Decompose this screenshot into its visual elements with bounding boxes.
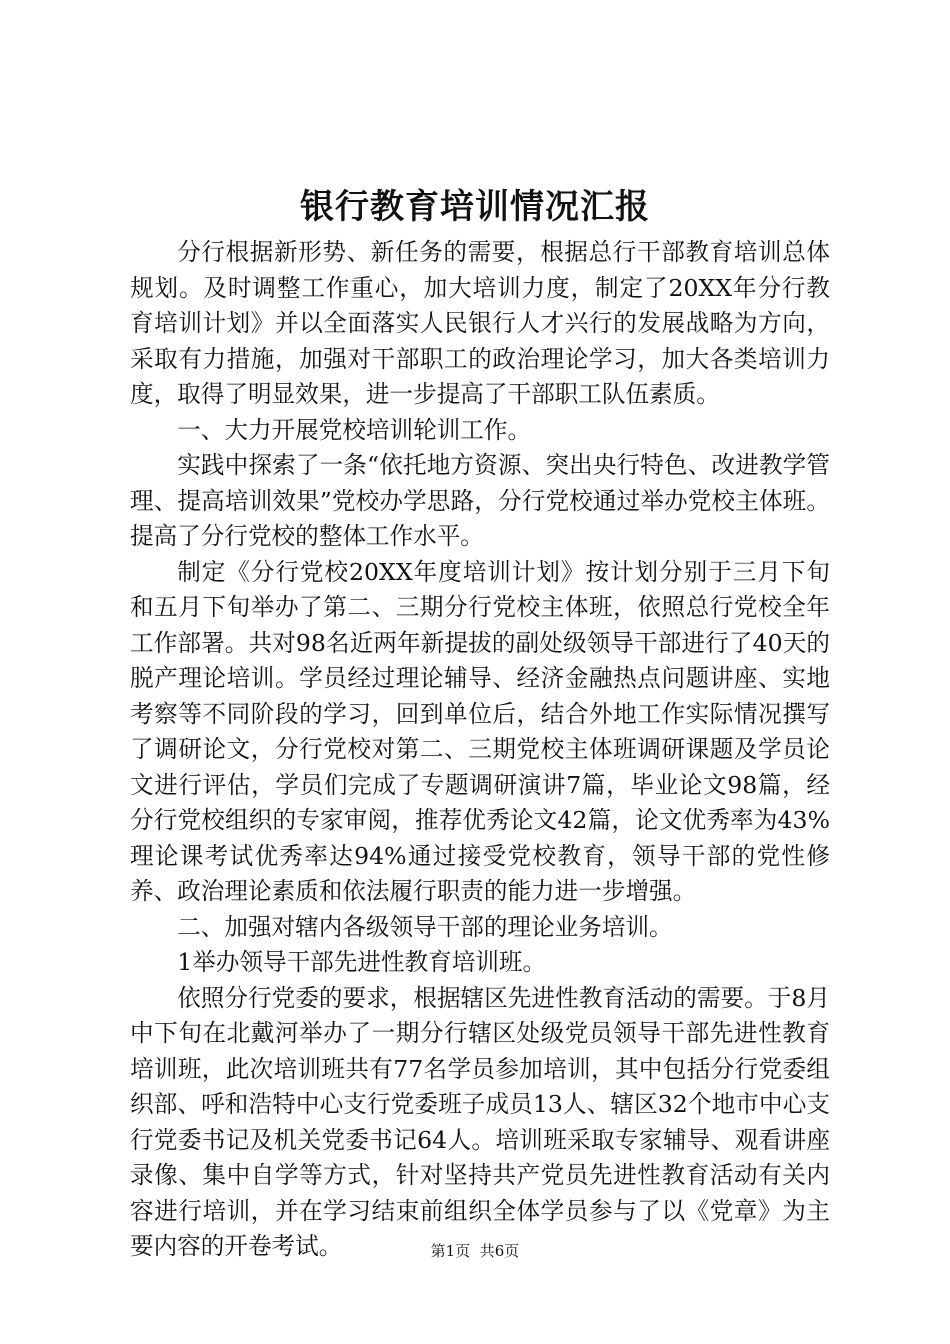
subsection-heading-1: 1举办领导干部先进性教育培训班。 [177, 948, 547, 976]
page-footer [0, 1240, 950, 1262]
section-heading-1: 一、大力开展党校培训轮训工作。 [177, 415, 532, 444]
document-title: 银行教育培训情况汇报 [300, 187, 650, 227]
paragraph: 依照分行党委的要求，根据辖区先进性教育活动的需要。于8月中下旬在北戴河举办了一期分行辖区处级党员领导干部先进性教育培训班，此次培训班共有77名学员参加培训，其中包括分行党委组织部、呼和浩特中心支行党委班子成员13人、辖区32个地市中心支行党委书记及机关党委书记64人。培训班采取专家辅导、观看讲座录像、集中自学等方式，针对坚持共产党员先进性教育活动有关内容进行培训，并在学习结束前组织全体学员参与了以《党章》为主要内容的开卷考试。 [130, 983, 830, 1260]
document-body [130, 235, 830, 1265]
page-total: 共6页 [479, 1242, 520, 1260]
page-number: 第1页 [430, 1242, 471, 1260]
paragraph-intro: 分行根据新形势、新任务的需要，根据总行干部教育培训总体规划。及时调整工作重心，加大培训力度，制定了20XX年分行教育培训计划》并以全面落实人民银行人才兴行的发展战略为方向，采取有力措施，加强对干部职工的政治理论学习，加大各类培训力度，取得了明显效果，进一步提高了干部职工队伍素质。 [130, 238, 830, 408]
section-heading-2: 二、加强对辖内各级领导干部的理论业务培训。 [177, 912, 673, 941]
paragraph: 制定《分行党校20XX年度培训计划》按计划分别于三月下旬和五月下旬举办了第二、三期分行党校主体班，依照总行党校全年工作部署。共对98名近两年新提拔的副处级领导干部进行了40天的脱产理论培训。学员经过理论辅导、经济金融热点问题讲座、实地考察等不同阶段的学习，回到单位后，结合外地工作实际情况撰写了调研论文，分行党校对第二、三期党校主体班调研课题及学员论文进行评估，学员们完成了专题调研演讲7篇，毕业论文98篇，经分行党校组织的专家审阅，推荐优秀论文42篇，论文优秀率为43%理论课考试优秀率达94%通过接受党校教育，领导干部的党性修养、政治理论素质和依法履行职责的能力进一步增强。 [130, 557, 830, 905]
paragraph: 实践中探索了一条“依托地方资源、突出央行特色、改进教学管理、提高培训效果”党校办学思路，分行党校通过举办党校主体班。提高了分行党校的整体工作水平。 [130, 451, 830, 550]
